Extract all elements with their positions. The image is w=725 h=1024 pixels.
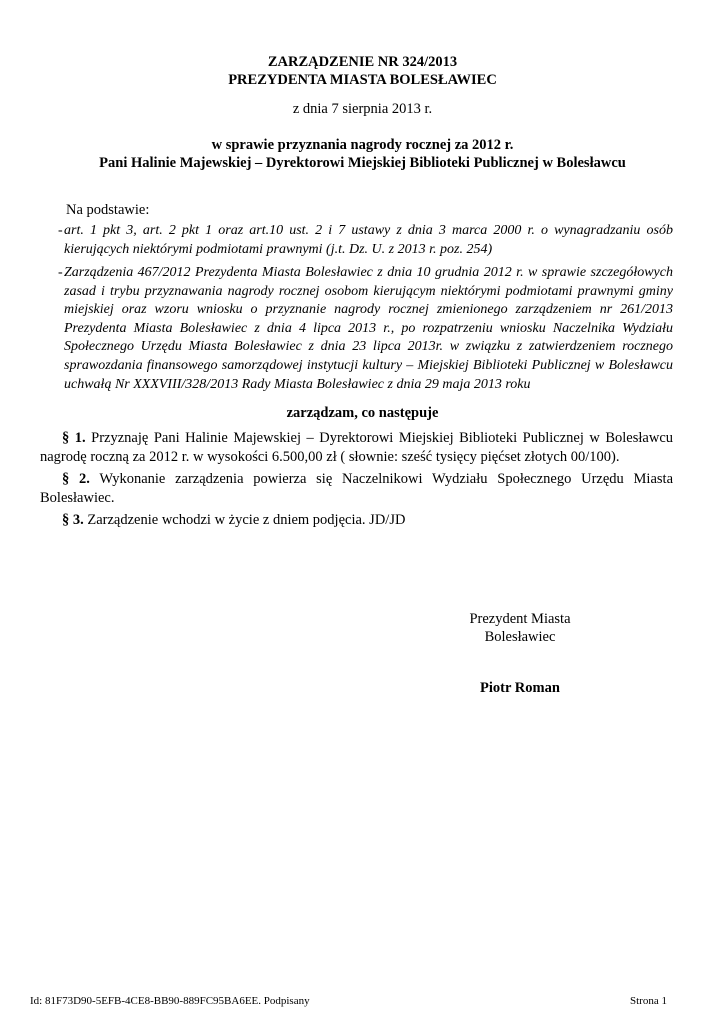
basis-item — [58, 222, 673, 259]
basis-item-text: Zarządzenia 467/2012 Prezydenta Miasta Bolesławiec z dnia 10 grudnia 2012 r. w sprawie szczegółowych zasad i trybu przyznawania nagrody rocznej osobom kierującym niektórymi podmiotami prawnymi gminy miejskiej oraz wzoru wniosku o przyznanie nagrody rocznej zmienionego zarządzeniem nr 261/2013 Prezydenta Miasta Bolesławiec z dnia 4 lipca 2013 r., po rozpatrzeniu wniosku Naczelnika Wydziału Społecznego Urzędu Miasta Bolesławiec z dnia 23 lipca 2013r. w związku z zatwierdzeniem rocznego sprawozdania finansowego samorządowej instytucji kultury – Miejskiej Biblioteki Publicznej w Bolesławcu uchwałą Nr XXXVIII/328/2013 Rady Miasta Bolesławiec z dnia 29 maja 2013 roku — [64, 265, 673, 392]
basis-item-dash: - — [58, 223, 63, 238]
section-3-text: Zarządzenie wchodzi w życie z dniem podjęcia. JD/JD — [87, 512, 406, 528]
section-2-number: § 2. — [62, 471, 90, 487]
document-date: z dnia 7 sierpnia 2013 r. — [292, 101, 433, 117]
title-line-1: ZARZĄDZENIE NR 324/2013 — [267, 54, 458, 70]
signature-role-line-1: Prezydent Miasta — [469, 611, 571, 627]
section-2-text: Wykonanie zarządzenia powierza się Naczelnikowi Wydziału Społecznego Urzędu Miasta Bolesławiec. — [40, 471, 674, 506]
title-line-2: PREZYDENTA MIASTA BOLESŁAWIEC — [228, 72, 497, 88]
footer-page-number: Strona 1 — [630, 995, 667, 1007]
section-1 — [40, 429, 673, 466]
decision-heading: zarządzam, co następuje — [286, 405, 439, 421]
section-1-text: Przyznaję Pani Halinie Majewskiej – Dyrektorowi Miejskiej Biblioteki Publicznej w Bolesławcu nagrodę roczną za 2012 r. w wysokości 6.500,00 zł ( słownie: sześć tysięcy pięćset złotych 00/100). — [40, 430, 674, 465]
subject-line-2: Pani Halinie Majewskiej – Dyrektorowi Miejskiej Biblioteki Publicznej w Bolesławcu — [99, 155, 626, 171]
signature-name: Piotr Roman — [480, 680, 560, 696]
basis-item — [58, 264, 673, 394]
basis-item-dash: - — [58, 265, 63, 280]
basis-intro: Na podstawie: — [66, 202, 150, 218]
section-3-number: § 3. — [62, 512, 84, 528]
section-3 — [40, 511, 673, 530]
section-1-number: § 1. — [62, 430, 86, 446]
signature-role-line-2: Bolesławiec — [484, 629, 556, 645]
basis-item-text: art. 1 pkt 3, art. 2 pkt 1 oraz art.10 ust. 2 i 7 ustawy z dnia 3 marca 2000 r. o wynagradzaniu osób kierujących niektórymi podmiotami prawnymi (j.t. Dz. U. z 2013 r. poz. 254) — [64, 223, 673, 257]
subject-line-1: w sprawie przyznania nagrody rocznej za 2012 r. — [211, 137, 514, 153]
footer-document-id: Id: 81F73D90-5EFB-4CE8-BB90-889FC95BA6EE. Podpisany — [30, 995, 310, 1007]
section-2 — [40, 470, 673, 507]
